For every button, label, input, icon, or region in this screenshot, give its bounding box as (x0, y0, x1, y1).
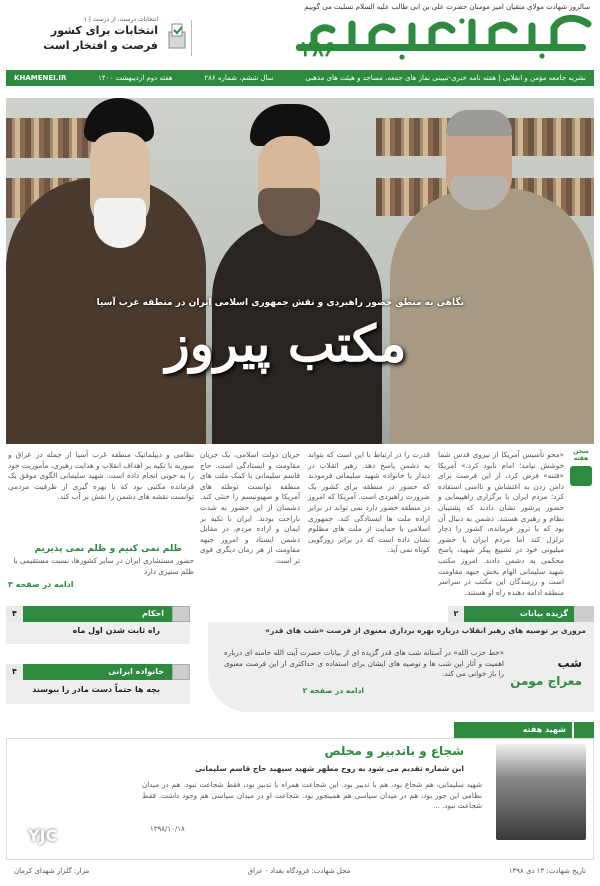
martyr-title[interactable]: شجاع و باتدبیر و مخلص (324, 744, 464, 758)
martyr-quote-date: ۱۳۹۸/۱۰/۱۸ (150, 825, 185, 833)
watermark-logo: YJC (28, 826, 58, 845)
ballot-box-icon (166, 20, 192, 56)
martyr-tomb: مزار: گلزار شهدای کرمان (14, 867, 90, 875)
hero-kicker: نگاهی به منطق حضور راهبردی و نقش جمهوری اسلامی ایران در منطقه غرب آسیا (96, 298, 464, 308)
quote-of-week-tag (568, 448, 594, 510)
publication-description: نشریه جامعه مؤمن و انقلابی | هفته نامه خبری-تبیینی نماز های جمعه، مساجد و هیئت های مذهبی (305, 74, 586, 82)
digest-heading-meraj: معراج مومن (510, 674, 582, 688)
site-name[interactable]: KHAMENEI.IR (14, 74, 67, 82)
quote-icon (570, 466, 592, 486)
hair (446, 110, 512, 136)
martyr-footer (6, 862, 594, 880)
ahkam-teaser[interactable]: راه ثابت شدن اول ماه (6, 622, 190, 644)
digest-box[interactable] (208, 622, 594, 712)
article-column-4: نظامی و دیپلماتیک منطقه غرب آسیا از جمله در عراق و سوریه با تکیه بر اهداف انقلاب و هدایت رهبری، مأموریت خود را به خوبی انجام داده است. شهید سلیمانی الگوی موفق یک فرمانده مکتبی بود که با بهره گیری از ظرفیت مردمی توانست نقشه های دشمن را نقش بر آب کند. (8, 450, 194, 502)
page-number: ۲ (448, 606, 464, 622)
section-title: خانواده ایرانی (108, 667, 164, 676)
digest-heading-night: شب (557, 656, 582, 670)
headline-line-1: انتخابات برای کشور (50, 24, 158, 37)
hero-title[interactable]: مکتب پیروز (165, 314, 407, 373)
headline-line-2: فرصت و افتخار است (43, 39, 158, 52)
headline-kicker: انتخابات درست، از درست | ۱ (83, 16, 158, 23)
section-header-martyr[interactable] (454, 722, 594, 738)
continue-reading-link[interactable]: ادامه در صفحه ۲ (302, 686, 364, 695)
issue-number: ۲۸۶ (301, 36, 335, 61)
section-title: شهید هفته (454, 722, 572, 738)
martyr-text: شهید سلیمانی، هم شجاع بود، هم با تدبیر بود. این شجاعت همراه با تدبیر بود، فقط شجاعت نبود. هم در میدان نظامی این جور بود، هم در میدان سیاسی هم همینجور بود. شجاعت او در میدان سیاسی هم وجود داشت. فقط شجاعت نبود. ... (142, 780, 482, 810)
subheading-link[interactable]: ظلم نمی کنیم و ظلم نمی پذیریم (34, 544, 182, 554)
quote-of-week-label: سخن هفته (573, 448, 589, 462)
martyrdom-place: محل شهادت: فرودگاه بغداد - عراق (247, 867, 351, 875)
top-announcement: سالروز شهادت مولای متقیان امیر مومنان حضرت علی بن ابی طالب علیه السلام تسلیت می گوییم (304, 3, 590, 11)
martyr-portrait (496, 744, 586, 840)
article-column-3: جریان دولت اسلامی، یک جریان مقاومت و ایستادگی است. حاج قاسم سلیمانی با کمک ملت های منطقه توانست توطئه های آمریکا و صهیونیسم را خنثی کند. دشمنان از این حضور به شدت ناراحت بودند. ایران با تکیه بر ایمان و اراده مردم، در مقابل دشمن ایستاد و امروز جبهه مقاومت از هر زمان دیگری قوی تر است. (200, 450, 300, 565)
section-header-digest[interactable] (208, 606, 594, 622)
continue-reading-link[interactable]: ادامه در صفحه ۳ (8, 580, 74, 589)
article-column-1: «محو تأسیس آمریکا از نیروی قدس شما خوشش نیامد؛ امام نابود کرد.» آمریکا «فتنه» فرض کرد، از این فرصت برای دامن زدن به اغتشاش و ناامنی استفاده کرد؛ مردم ایران با برگزاری راهپیمایی و حضور پرشور نشان دادند که پشتیبان نظام و رهبری هستند. دشمن به دنبال آن بود که با ترور فرمانده، کشور را دچار تزلزل کند اما مردم ایران با حضور میلیونی خود در تشییع پیکر شهید، پاسخ محکمی به دشمن دادند. امروز مکتب شهید سلیمانی الهام بخش جبهه مقاومت است و رزمندگان این مکتب در سراسر منطقه ادامه دهنده راه او هستند. (438, 450, 564, 597)
martyr-subtitle: این شماره تقدیم می شود به روح مطهر شهید سپهبد حاج قاسم سلیمانی (194, 764, 464, 773)
martyrdom-date: تاریخ شهادت: ۱۳ دی ۱۳۹۸ (508, 867, 586, 875)
page-number: ۴ (6, 664, 23, 680)
masthead (0, 14, 600, 66)
digest-lead: مروری بر توصیه های رهبر انقلاب درباره بهره برداری معنوی از فرصت «شب های قدر» (265, 626, 586, 635)
publication-info-bar (6, 70, 594, 86)
article-column-4-tail: حضور مستشاری ایران در سایر کشورها، نسبت مستقیمی با ظلم ستیزی دارد (13, 556, 194, 576)
book-icon (172, 606, 190, 622)
section-header-family[interactable] (6, 664, 190, 680)
article-column-2: قدرت را در ارتباط با این است که بتواند به دشمن پاسخ دهد. رهبر انقلاب در دیدار با خانواده شهید سلیمانی فرمودند که حضور در منطقه برای کشور یک ضرورت راهبردی است. آمریکا که امروز در منطقه حضور دارد نمی تواند در برابر اراده ملت ها ایستادگی کند. جمهوری اسلامی با حمایت از ملت های مظلوم نشان داده است که در برابر زورگویی کوتاه نمی آید. (308, 450, 430, 555)
speech-icon (574, 606, 594, 622)
section-title: احکام (141, 609, 164, 618)
issue-info: سال ششم، شماره ۲۸۶ (204, 74, 274, 82)
family-icon (172, 664, 190, 680)
page-number: ۴ (6, 606, 23, 622)
section-header-ahkam[interactable] (6, 606, 190, 622)
issue-date: هفته دوم اردیبهشت ۱۴۰۰ (98, 74, 173, 82)
beard (94, 198, 146, 248)
tulip-icon (574, 722, 594, 738)
section-title: گزیده بیانات (464, 606, 574, 622)
hero-photo (6, 98, 594, 444)
digest-text: «خط حزب الله» در آستانه شب های قدر گزیده ای از بیانات حضرت آیت الله خامنه ای درباره اهمیت و آثار این شب ها و توصیه های ایشان برای استفاده ی حداکثری از این فرصت معنوی را باز خوانی می کند. (224, 648, 504, 678)
family-teaser[interactable]: بچه ها حتماً دست مادر را ببوسند (6, 680, 190, 704)
front-headline[interactable] (8, 16, 158, 64)
